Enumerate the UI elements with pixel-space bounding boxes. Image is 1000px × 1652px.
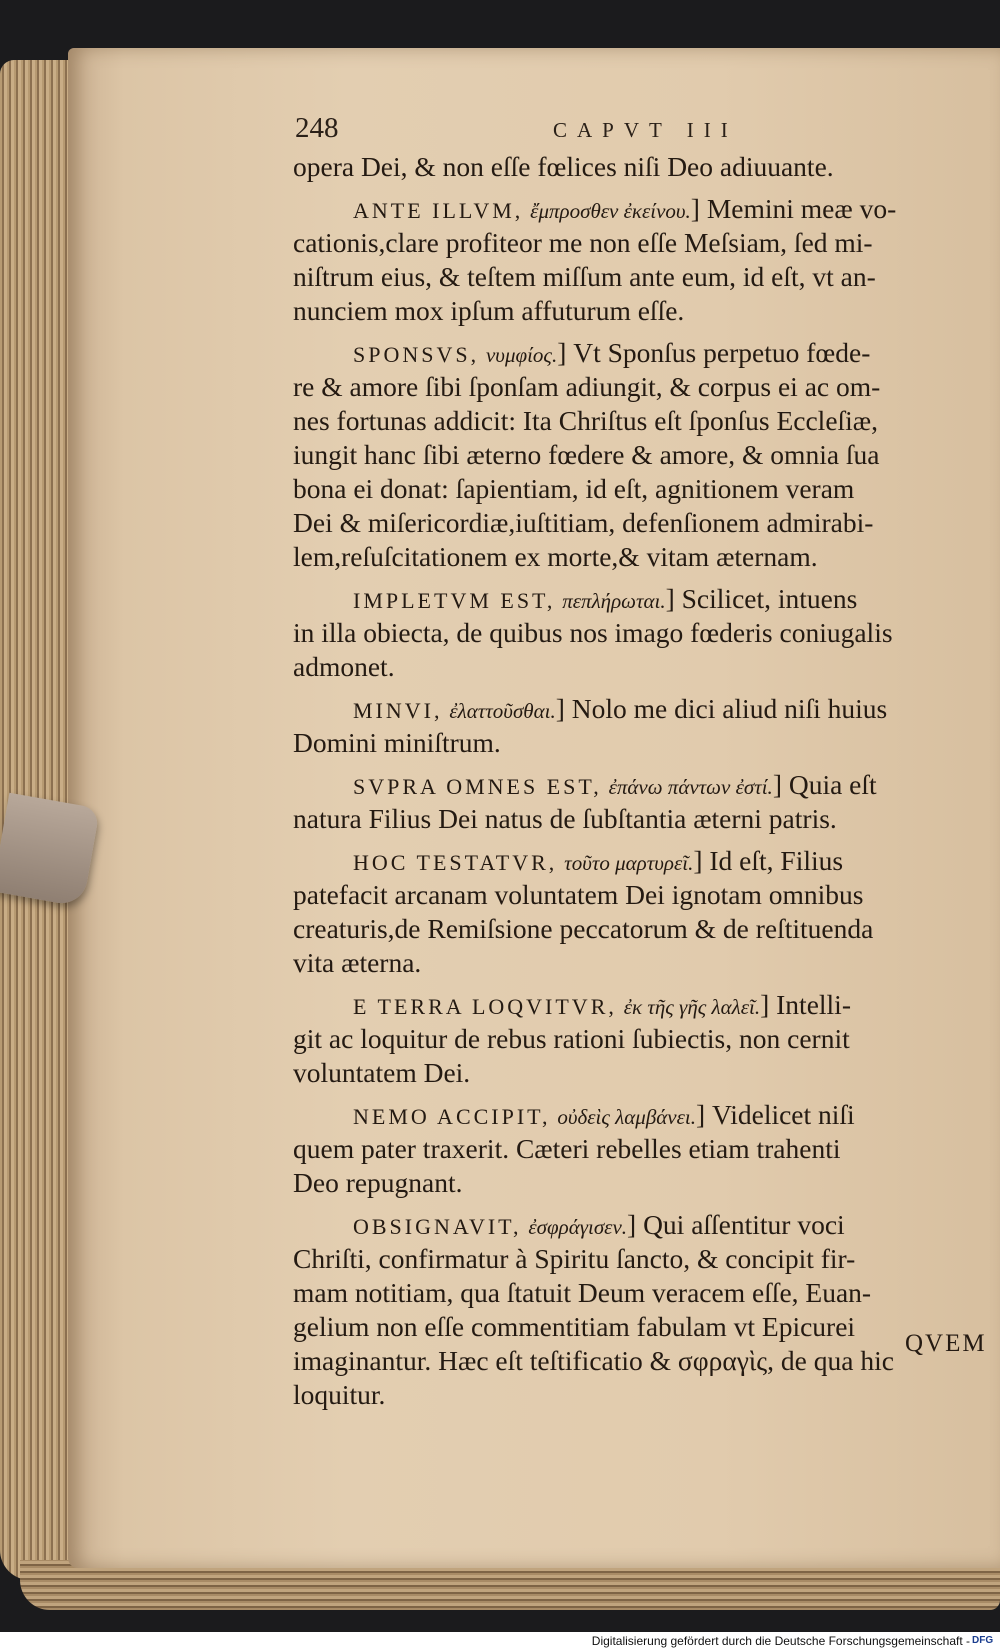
- dfg-logo-icon: DFG: [972, 1635, 994, 1646]
- greek-term: ἐκ τῆς γῆς λαλεῖ.: [623, 995, 761, 1019]
- text-line: [293, 438, 983, 472]
- text-line: [293, 472, 983, 506]
- line-text: natura Filius Dei natus de ſubſtantia æterni patris.: [293, 803, 837, 834]
- lemma-heading: SPONSVS,: [353, 342, 480, 367]
- lemma-heading: SVPRA OMNES EST,: [353, 774, 602, 799]
- text-line: [293, 1378, 983, 1412]
- paragraph-gap: [293, 684, 983, 692]
- line-text: re & amore ſibi ſponſam adiungit, & corpus ei ac om-: [293, 371, 881, 402]
- text-line: [293, 912, 983, 946]
- line-text: ] Intelli-: [760, 989, 851, 1020]
- greek-term: ἔμπροσθεν ἐκείνου.: [530, 199, 691, 223]
- text-line: [293, 1276, 983, 1310]
- text-line: [293, 1056, 983, 1090]
- line-text: vita æterna.: [293, 947, 422, 978]
- line-text: opera Dei, & non eſſe fœlices niſi Deo adiuuante.: [293, 151, 834, 182]
- line-text: ] Memini meæ vo-: [690, 193, 897, 224]
- text-line: [293, 226, 983, 260]
- text-line: [293, 802, 983, 836]
- paragraph-gap: [293, 760, 983, 768]
- line-text: git ac loquitur de rebus rationi ſubiectis, non cernit: [293, 1023, 850, 1054]
- line-text: patefacit arcanam voluntatem Dei ignotam omnibus: [293, 879, 864, 910]
- text-line: [293, 1132, 983, 1166]
- lemma-heading: HOC TESTATVR,: [353, 850, 558, 875]
- text-line: [293, 370, 983, 404]
- paragraph-gap: [293, 184, 983, 192]
- paragraph-gap: [293, 1090, 983, 1098]
- text-line: [293, 946, 983, 980]
- greek-term: ἐσφράγισεν.: [528, 1215, 628, 1239]
- lemma-heading: OBSIGNAVIT,: [353, 1214, 522, 1239]
- page-header: [295, 112, 975, 152]
- lemma-heading: NEMO ACCIPIT,: [353, 1104, 551, 1129]
- text-line: [293, 1242, 983, 1276]
- text-line: [293, 650, 983, 684]
- text-line: [293, 260, 983, 294]
- lemma-line: [293, 768, 983, 802]
- footer-credit: Digitalisierung gefördert durch die Deutsche Forschungsgemeinschaft -: [591, 1634, 970, 1648]
- line-text: nes fortunas addicit: Ita Chriſtus eſt ſponſus Eccleſiæ,: [293, 405, 879, 436]
- text-line: [293, 150, 983, 184]
- line-text: ] Nolo me dici aliud niſi huius: [555, 693, 888, 724]
- line-text: in illa obiecta, de quibus nos imago fœderis coniugalis: [293, 617, 893, 648]
- lemma-line: [293, 582, 983, 616]
- lemma-line: [293, 1098, 983, 1132]
- text-line: [293, 616, 983, 650]
- line-text: admonet.: [293, 651, 395, 682]
- paragraph-gap: [293, 836, 983, 844]
- lemma-line: [293, 192, 983, 226]
- line-text: imaginantur. Hæc eſt teſtificatio & σφραγὶς, de qua hic: [293, 1345, 894, 1376]
- greek-term: πεπλήρωται.: [562, 589, 666, 613]
- line-text: ] Vt Sponſus perpetuo fœde-: [557, 337, 871, 368]
- line-text: quem pater traxerit. Cæteri rebelles etiam trahenti: [293, 1133, 841, 1164]
- paragraph-gap: [293, 1200, 983, 1208]
- lemma-line: [293, 336, 983, 370]
- greek-term: νυμφίος.: [485, 343, 558, 367]
- line-text: ] Scilicet, intuens: [665, 583, 858, 614]
- text-line: [293, 726, 983, 760]
- greek-term: τοῦτο μαρτυρεῖ.: [564, 851, 694, 875]
- lemma-line: [293, 844, 983, 878]
- text-line: [293, 878, 983, 912]
- line-text: Deo repugnant.: [293, 1167, 463, 1198]
- text-line: [293, 540, 983, 574]
- line-text: ] Id eſt, Filius: [693, 845, 844, 876]
- line-text: voluntatem Dei.: [293, 1057, 471, 1088]
- greek-term: ἐπάνω πάντων ἐστί.: [608, 775, 773, 799]
- line-text: Domini miniſtrum.: [293, 727, 501, 758]
- line-text: gelium non eſſe commentitiam fabulam vt Epicurei: [293, 1311, 856, 1342]
- body-text: [293, 150, 983, 1412]
- line-text: Chriſti, confirmatur à Spiritu ſancto, & concipit fir-: [293, 1243, 856, 1274]
- line-text: ] Videlicet niſi: [695, 1099, 855, 1130]
- line-text: mam notitiam, qua ſtatuit Deum veracem eſſe, Euan-: [293, 1277, 872, 1308]
- line-text: ] Quia eſt: [772, 769, 877, 800]
- line-text: creaturis,de Remiſsione peccatorum & de reſtituenda: [293, 913, 874, 944]
- text-line: [293, 1022, 983, 1056]
- lemma-heading: IMPLETVM EST,: [353, 588, 556, 613]
- line-text: nunciem mox ipſum affuturum eſſe.: [293, 295, 685, 326]
- greek-term: οὐδεὶς λαμβάνει.: [557, 1105, 696, 1129]
- catchword: QVEM: [905, 1330, 987, 1357]
- lemma-heading: E TERRA LOQVITVR,: [353, 994, 617, 1019]
- line-text: loquitur.: [293, 1379, 386, 1410]
- text-line: [293, 294, 983, 328]
- lemma-line: [293, 1208, 983, 1242]
- line-text: Dei & miſericordiæ,iuſtitiam, defenſionem admirabi-: [293, 507, 874, 538]
- page-number: 248: [295, 112, 339, 144]
- line-text: cationis,clare profiteor me non eſſe Meſsiam, ſed mi-: [293, 227, 873, 258]
- greek-term: ἐλαττοῦσθαι.: [449, 699, 556, 723]
- text-line: [293, 506, 983, 540]
- line-text: lem,reſuſcitationem ex morte,& vitam æternam.: [293, 541, 818, 572]
- text-line: [293, 1344, 983, 1378]
- lemma-line: [293, 988, 983, 1022]
- line-text: ] Qui aſſentitur voci: [627, 1209, 845, 1240]
- text-line: [293, 404, 983, 438]
- paragraph-gap: [293, 328, 983, 336]
- text-line: [293, 1166, 983, 1200]
- line-text: bona ei donat: ſapientiam, id eſt, agnitionem veram: [293, 473, 855, 504]
- paragraph-gap: [293, 980, 983, 988]
- running-head: CAPVT III: [553, 118, 738, 142]
- line-text: iungit hanc ſibi æterno fœdere & amore, & omnia ſua: [293, 439, 880, 470]
- lemma-line: [293, 692, 983, 726]
- lemma-heading: ANTE ILLVM,: [353, 198, 524, 223]
- lemma-heading: MINVI,: [353, 698, 443, 723]
- line-text: niſtrum eius, & teſtem miſſum ante eum, id eſt, vt an-: [293, 261, 876, 292]
- text-line: [293, 1310, 983, 1344]
- paragraph-gap: [293, 574, 983, 582]
